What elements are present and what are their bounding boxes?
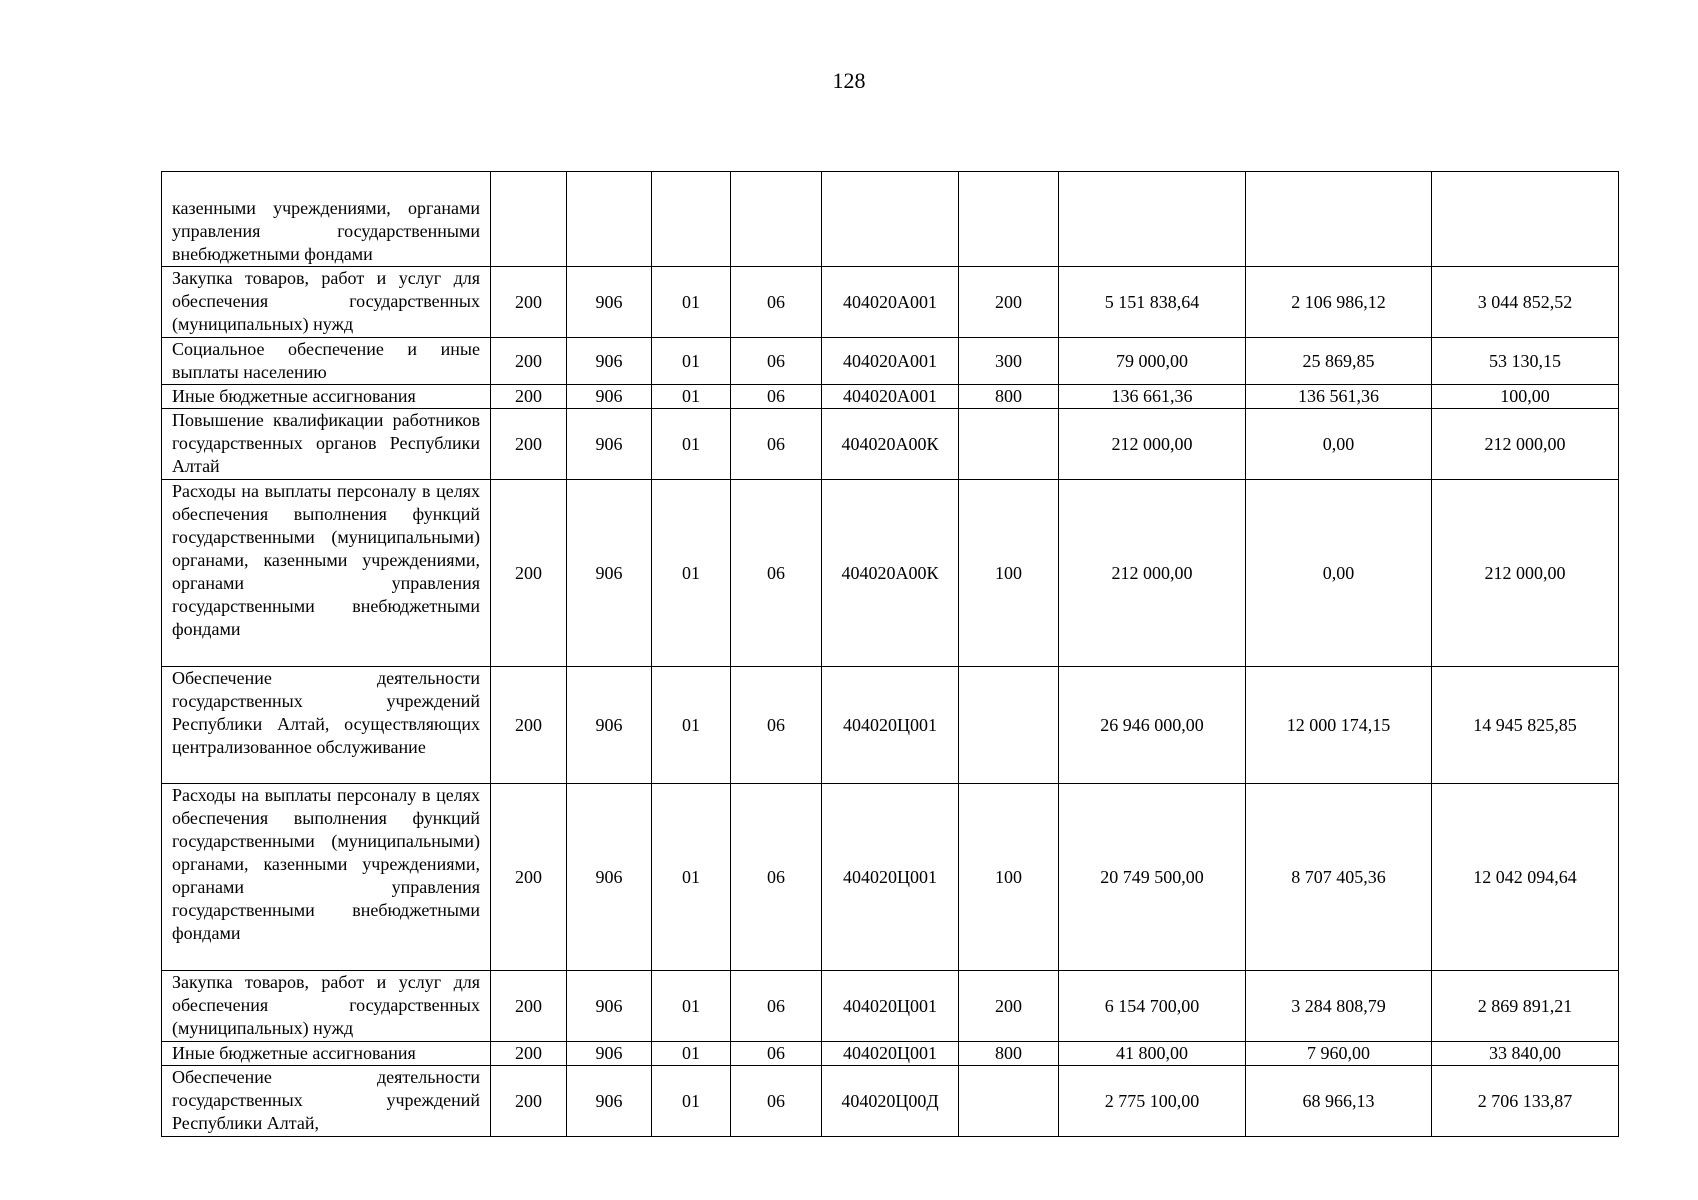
amount-cell	[1246, 172, 1432, 267]
table-row	[162, 172, 1619, 267]
code-cell: 200	[491, 267, 567, 338]
amount-cell: 2 706 133,87	[1432, 1066, 1619, 1137]
subsection-cell: 06	[731, 385, 822, 409]
amount-cell: 2 106 986,12	[1246, 267, 1432, 338]
amount-cell: 79 000,00	[1059, 338, 1246, 385]
row-name-cell: Иные бюджетные ассигнования	[162, 1042, 491, 1066]
row-name-cell: Обеспечение деятельности государственных учреждений Республики Алтай,	[162, 1066, 491, 1137]
subsection-cell: 06	[731, 267, 822, 338]
row-name-cell: Закупка товаров, работ и услуг для обеспечения государственных (муниципальных) нужд	[162, 267, 491, 338]
amount-cell: 20 749 500,00	[1059, 784, 1246, 971]
target-article-cell: 404020Ц001	[822, 971, 959, 1042]
subsection-cell: 06	[731, 971, 822, 1042]
amount-cell: 7 960,00	[1246, 1042, 1432, 1066]
page-number: 128	[832, 68, 866, 93]
amount-cell: 8 707 405,36	[1246, 784, 1432, 971]
expense-type-cell: 800	[959, 1042, 1059, 1066]
row-name-cell: Иные бюджетные ассигнования	[162, 385, 491, 409]
section-cell: 01	[652, 784, 731, 971]
expense-type-cell: 300	[959, 338, 1059, 385]
row-name-cell: Расходы на выплаты персоналу в целях обеспечения выполнения функций государственными (муниципальными) органами, казенными учреждениями, органами управления государственными внебюджетными фондами	[162, 784, 491, 971]
expense-type-cell	[959, 1066, 1059, 1137]
amount-cell: 12 000 174,15	[1246, 667, 1432, 784]
section-cell: 01	[652, 385, 731, 409]
code-cell: 200	[491, 971, 567, 1042]
amount-cell: 2 869 891,21	[1432, 971, 1619, 1042]
expense-type-cell: 100	[959, 480, 1059, 667]
table-row	[162, 409, 1619, 480]
amount-cell: 3 044 852,52	[1432, 267, 1619, 338]
expense-type-cell: 100	[959, 784, 1059, 971]
expense-type-cell	[959, 172, 1059, 267]
table-row	[162, 1066, 1619, 1137]
section-cell: 01	[652, 267, 731, 338]
table-row	[162, 338, 1619, 385]
section-cell: 01	[652, 667, 731, 784]
table-row	[162, 385, 1619, 409]
table-row	[162, 971, 1619, 1042]
code-cell: 906	[567, 784, 652, 971]
table-row	[162, 1042, 1619, 1066]
amount-cell: 68 966,13	[1246, 1066, 1432, 1137]
target-article-cell: 404020Ц001	[822, 1042, 959, 1066]
expense-type-cell: 200	[959, 267, 1059, 338]
amount-cell: 212 000,00	[1059, 409, 1246, 480]
subsection-cell	[731, 172, 822, 267]
subsection-cell: 06	[731, 1066, 822, 1137]
table-row	[162, 667, 1619, 784]
target-article-cell: 404020Ц00Д	[822, 1066, 959, 1137]
target-article-cell: 404020А001	[822, 385, 959, 409]
code-cell: 200	[491, 480, 567, 667]
row-name-cell: Повышение квалификации работников государственных органов Республики Алтай	[162, 409, 491, 480]
amount-cell: 100,00	[1432, 385, 1619, 409]
amount-cell: 3 284 808,79	[1246, 971, 1432, 1042]
table-row	[162, 267, 1619, 338]
amount-cell: 212 000,00	[1059, 480, 1246, 667]
target-article-cell	[822, 172, 959, 267]
expense-type-cell: 800	[959, 385, 1059, 409]
target-article-cell: 404020А001	[822, 267, 959, 338]
code-cell: 906	[567, 409, 652, 480]
code-cell: 906	[567, 667, 652, 784]
section-cell	[652, 172, 731, 267]
expense-type-cell: 200	[959, 971, 1059, 1042]
code-cell: 906	[567, 971, 652, 1042]
code-cell: 906	[567, 267, 652, 338]
section-cell: 01	[652, 971, 731, 1042]
code-cell: 200	[491, 667, 567, 784]
expense-type-cell	[959, 409, 1059, 480]
code-cell: 906	[567, 1042, 652, 1066]
code-cell	[567, 172, 652, 267]
amount-cell: 136 561,36	[1246, 385, 1432, 409]
target-article-cell: 404020Ц001	[822, 667, 959, 784]
code-cell: 906	[567, 338, 652, 385]
subsection-cell: 06	[731, 338, 822, 385]
subsection-cell: 06	[731, 667, 822, 784]
code-cell	[491, 172, 567, 267]
amount-cell	[1432, 172, 1619, 267]
code-cell: 200	[491, 338, 567, 385]
amount-cell	[1059, 172, 1246, 267]
section-cell: 01	[652, 338, 731, 385]
amount-cell: 33 840,00	[1432, 1042, 1619, 1066]
amount-cell: 25 869,85	[1246, 338, 1432, 385]
code-cell: 906	[567, 480, 652, 667]
amount-cell: 212 000,00	[1432, 480, 1619, 667]
code-cell: 200	[491, 385, 567, 409]
row-name-cell: Обеспечение деятельности государственных учреждений Республики Алтай, осуществляющих централизованное обслуживание	[162, 667, 491, 784]
target-article-cell: 404020А00К	[822, 409, 959, 480]
row-name-cell: Закупка товаров, работ и услуг для обеспечения государственных (муниципальных) нужд	[162, 971, 491, 1042]
row-name-cell: Социальное обеспечение и иные выплаты населению	[162, 338, 491, 385]
subsection-cell: 06	[731, 1042, 822, 1066]
amount-cell: 0,00	[1246, 480, 1432, 667]
amount-cell: 41 800,00	[1059, 1042, 1246, 1066]
target-article-cell: 404020А001	[822, 338, 959, 385]
amount-cell: 212 000,00	[1432, 409, 1619, 480]
code-cell: 200	[491, 784, 567, 971]
section-cell: 01	[652, 409, 731, 480]
code-cell: 200	[491, 1066, 567, 1137]
amount-cell: 5 151 838,64	[1059, 267, 1246, 338]
section-cell: 01	[652, 480, 731, 667]
amount-cell: 12 042 094,64	[1432, 784, 1619, 971]
section-cell: 01	[652, 1066, 731, 1137]
amount-cell: 26 946 000,00	[1059, 667, 1246, 784]
subsection-cell: 06	[731, 480, 822, 667]
row-name-cell: Расходы на выплаты персоналу в целях обеспечения выполнения функций государственными (муниципальными) органами, казенными учреждениями, органами управления государственными внебюджетными фондами	[162, 480, 491, 667]
code-cell: 200	[491, 1042, 567, 1066]
code-cell: 200	[491, 409, 567, 480]
amount-cell: 136 661,36	[1059, 385, 1246, 409]
target-article-cell: 404020Ц001	[822, 784, 959, 971]
code-cell: 906	[567, 385, 652, 409]
budget-table	[161, 171, 1619, 1137]
subsection-cell: 06	[731, 409, 822, 480]
code-cell: 906	[567, 1066, 652, 1137]
section-cell: 01	[652, 1042, 731, 1066]
expense-type-cell	[959, 667, 1059, 784]
table-row	[162, 784, 1619, 971]
amount-cell: 2 775 100,00	[1059, 1066, 1246, 1137]
amount-cell: 14 945 825,85	[1432, 667, 1619, 784]
amount-cell: 53 130,15	[1432, 338, 1619, 385]
amount-cell: 0,00	[1246, 409, 1432, 480]
target-article-cell: 404020А00К	[822, 480, 959, 667]
amount-cell: 6 154 700,00	[1059, 971, 1246, 1042]
row-name-cell: казенными учреждениями, органами управления государственными внебюджетными фондами	[162, 172, 491, 267]
subsection-cell: 06	[731, 784, 822, 971]
table-row	[162, 480, 1619, 667]
